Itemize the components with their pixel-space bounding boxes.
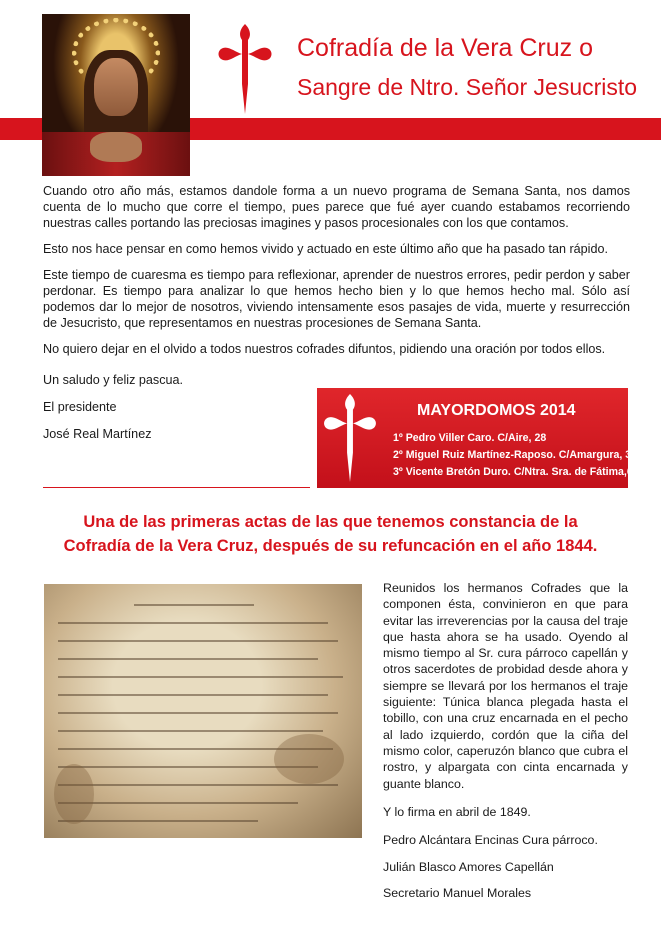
letter-paragraph: No quiero dejar en el olvido a todos nuestros cofrades difuntos, pidiendo una oración por todos ellos. xyxy=(43,342,606,356)
section-heading-line1: Una de las primeras actas de las que tenemos constancia de la xyxy=(83,513,578,531)
section-heading-line2: Cofradía de la Vera Cruz, después de su refuncación en el año 1844. xyxy=(63,537,598,555)
header-title-line2: Sangre de Ntro. Señor Jesucristo xyxy=(297,74,638,100)
statue-face xyxy=(94,58,138,116)
mayordomo-item: 1º Pedro Viller Caro. C/Aire, 28 xyxy=(393,432,547,444)
mayordomo-item: 3º Vicente Bretón Duro. C/Ntra. Sra. de Fátima,6. xyxy=(393,466,636,478)
section-heading xyxy=(20,510,641,558)
letter-signer: José Real Martínez xyxy=(43,427,152,441)
letter-paragraph: Esto nos hace pensar en como hemos vivido y actuado en este último año que ha pasado tan rápido. xyxy=(43,242,608,256)
acta-signature-3: Secretario Manuel Morales xyxy=(383,886,532,900)
cross-of-santiago-icon xyxy=(322,394,378,484)
header-title-line1: Cofradía de la Vera Cruz o xyxy=(297,34,593,62)
letter-paragraph: Cuando otro año más, estamos dandole forma a un nuevo programa de Semana Santa, nos damos cuenta de lo mucho que corre el tiempo, pues parece que fué ayer cuando estabamos recorriendo nuestras calles portando las preciosas imagines y pasos procesionales con los que contamos. xyxy=(43,184,630,230)
acta-text xyxy=(383,580,628,792)
section-divider xyxy=(43,487,310,488)
letter-body xyxy=(43,183,630,367)
acta-paragraph: Reunidos los hermanos Cofrades que la componen ésta, convinieron en que para evitar las irreverencias por la causa del traje que hasta ahora se ha usado. Oyendo al mismo tiempo al Sr. cura párroco capellán y otros sacerdotes de probidad desde ahora y siempre se llevará por los hermanos el traje siguiente: Túnica blanca plegada hasta el tobillo, con una cruz encarnada en el pecho al lado izquierdo, cordón que la ciña del mismo color, caperuzón blanco que cubra el rostro, y alpargata con cinta encarnada y guante blanco. xyxy=(383,581,628,791)
handwritten-manuscript-image xyxy=(44,584,362,838)
mayordomo-item: 2º Miguel Ruiz Martínez-Raposo. C/Amargura, 38. xyxy=(393,449,640,461)
letter-role: El presidente xyxy=(43,400,117,414)
jesus-statue-photo xyxy=(42,14,190,176)
acta-signed: Y lo firma en abril de 1849. xyxy=(383,805,531,819)
mayordomos-box xyxy=(317,388,640,488)
acta-signature-1: Pedro Alcántara Encinas Cura párroco. xyxy=(383,833,598,847)
mayordomos-title: MAYORDOMOS 2014 xyxy=(417,402,576,419)
letter-paragraph: Este tiempo de cuaresma es tiempo para reflexionar, aprender de nuestros errores, pedir perdon y saber perdonar. Es tiempo para analizar lo que hemos hecho bien y lo que hemos hecho mal. Sólo así podemos dar lo mejor de nosotros, viviendo intensamente esos pasajes de vida, muerte y resurrección de Jesucristo, que representamos en nuestras procesiones de Semana Santa. xyxy=(43,268,630,330)
statue-hands xyxy=(90,132,142,162)
acta-signature-2: Julián Blasco Amores Capellán xyxy=(383,860,554,874)
letter-greeting: Un saludo y feliz pascua. xyxy=(43,373,184,387)
cross-of-santiago-icon xyxy=(217,24,273,116)
